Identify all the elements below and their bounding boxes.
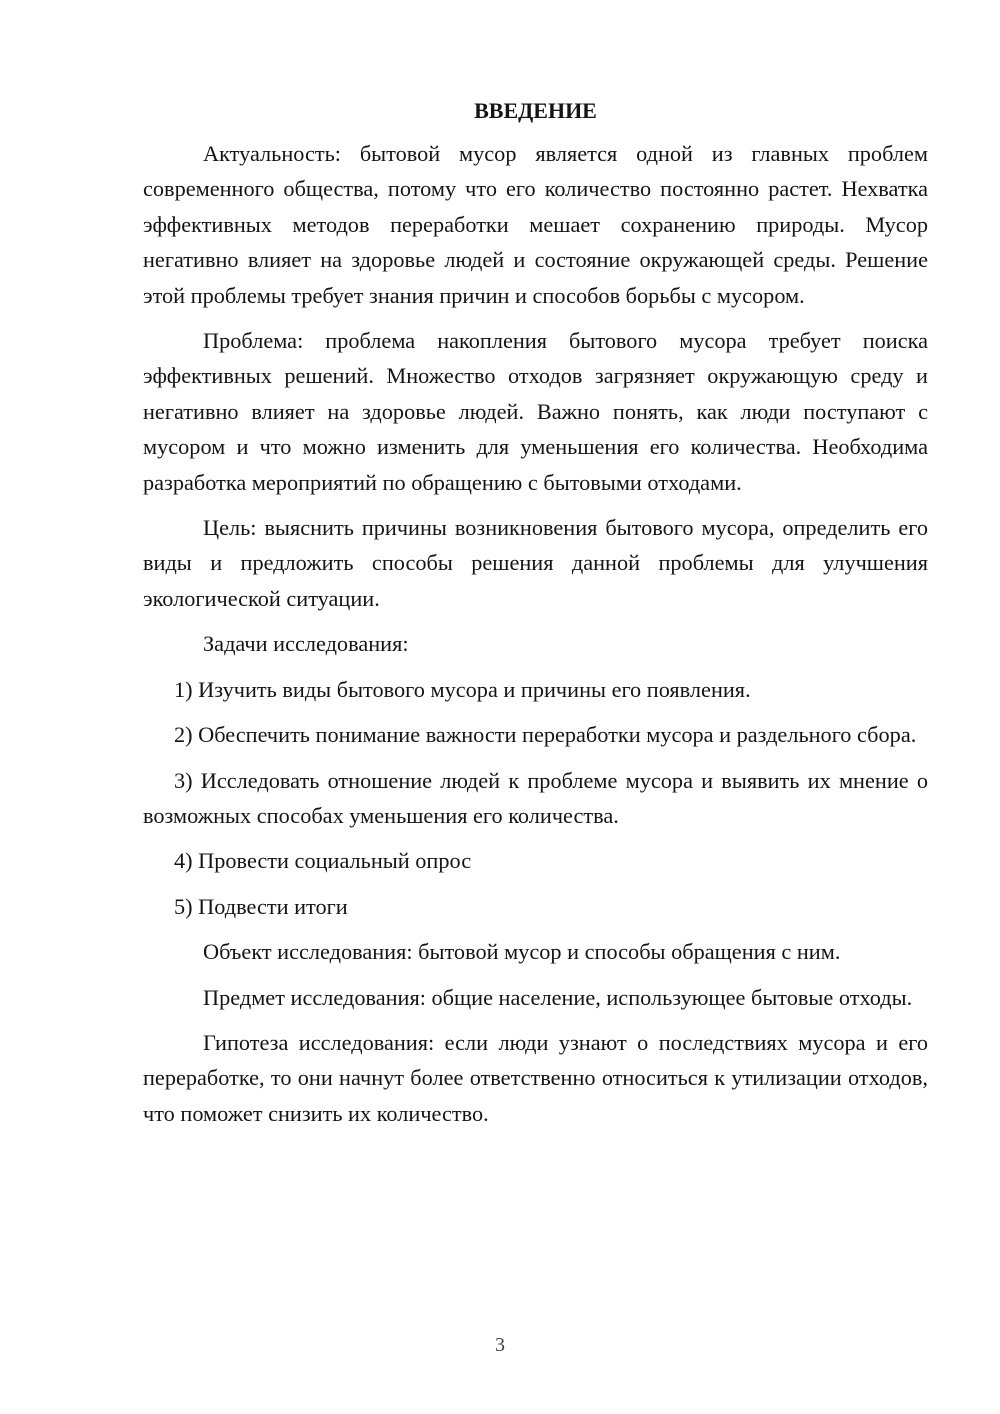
- paragraph-goal: Цель: выяснить причины возникновения бытового мусора, определить его виды и предложить способы решения данной проблемы для улучшения экологической ситуации.: [143, 515, 928, 611]
- document-title: ВВЕДЕНИЕ: [474, 98, 597, 123]
- paragraph-problem: Проблема: проблема накопления бытового мусора требует поиска эффективных решений. Множество отходов загрязняет окружающую среду и негативно влияет на здоровье людей. Важно понять, как люди поступают с мусором и что можно изменить для уменьшения его количества. Необходима разработка мероприятий по обращению с бытовыми отходами.: [143, 328, 928, 495]
- task-item-5: 5) Подвести итоги: [174, 893, 348, 919]
- paragraph-hypothesis: Гипотеза исследования: если люди узнают о последствиях мусора и его переработке, то они начнут более ответственно относиться к утилизации отходов, что поможет снизить их количество.: [143, 1029, 928, 1126]
- task-item-3: 3) Исследовать отношение людей к проблеме мусора и выявить их мнение о возможных способах уменьшения его количества.: [143, 767, 928, 828]
- task-item-2: 2) Обеспечить понимание важности переработки мусора и раздельного сбора.: [174, 722, 917, 748]
- page-number: 3: [495, 1334, 505, 1356]
- paragraph-object: Объект исследования: бытовой мусор и способы обращения с ним.: [203, 939, 841, 965]
- paragraph-tasks-heading: Задачи исследования:: [203, 631, 409, 657]
- task-item-4: 4) Провести социальный опрос: [174, 848, 472, 874]
- document-body: [143, 93, 928, 1131]
- paragraph-relevance: Актуальность: бытовой мусор является одной из главных проблем современного общества, потому что его количество постоянно растет. Нехватка эффективных методов переработки мешает сохранению природы. Мусор негативно влияет на здоровье людей и состояние окружающей среды. Решение этой проблемы требует знания причин и способов борьбы с мусором.: [143, 141, 928, 308]
- paragraph-subject: Предмет исследования: общие население, использующее бытовые отходы.: [203, 984, 913, 1010]
- task-item-1: 1) Изучить виды бытового мусора и причины его появления.: [174, 676, 751, 702]
